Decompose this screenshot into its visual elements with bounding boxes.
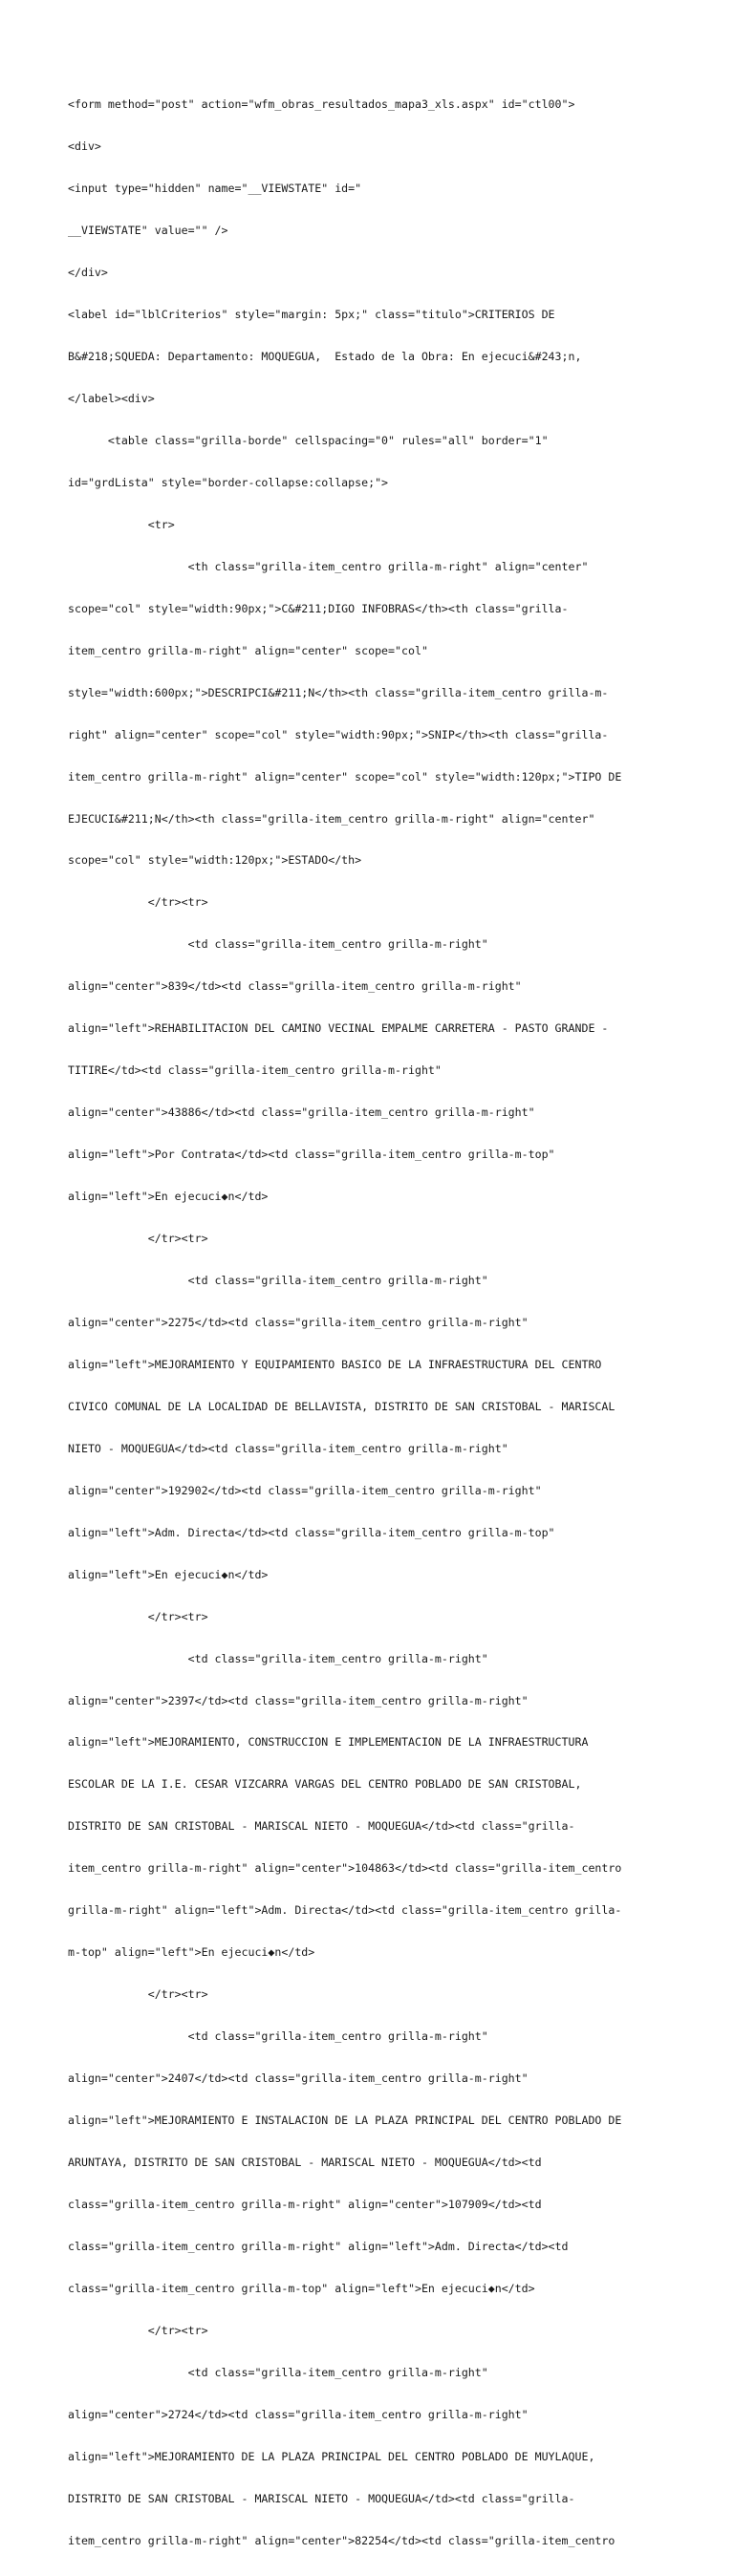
code-line: align="left">En ejecuci◆n</td> — [68, 1190, 269, 1204]
code-line: DISTRITO DE SAN CRISTOBAL - MARISCAL NIETO - MOQUEGUA</td><td class="grilla- — [68, 1819, 575, 1834]
code-line: align="left">Por Contrata</td><td class="grilla-item_centro grilla-m-top" — [68, 1148, 555, 1162]
code-line: EJECUCI&#211;N</th><th class="grilla-item_centro grilla-m-right" align="center" — [68, 811, 595, 826]
code-line: align="left">MEJORAMIENTO E INSTALACION DE LA PLAZA PRINCIPAL DEL CENTRO POBLADO DE — [68, 2114, 622, 2128]
code-line: right" align="center" scope="col" style="width:90px;">SNIP</th><th class="grilla- — [68, 727, 609, 741]
code-line: align="left">MEJORAMIENTO DE LA PLAZA PRINCIPAL DEL CENTRO POBLADO DE MUYLAQUE, — [68, 2449, 595, 2463]
source-code-text — [68, 70, 680, 2576]
code-line: <form method="post" action="wfm_obras_resultados_mapa3_xls.aspx" id="ctl00"> — [68, 97, 575, 112]
code-line: </tr><tr> — [68, 1987, 208, 2002]
code-line: ESCOLAR DE LA I.E. CESAR VIZCARRA VARGAS DEL CENTRO POBLADO DE SAN CRISTOBAL, — [68, 1777, 582, 1792]
code-line: <td class="grilla-item_centro grilla-m-right" — [68, 2365, 488, 2379]
code-line: </tr><tr> — [68, 2323, 208, 2337]
code-line: style="width:600px;">DESCRIPCI&#211;N</th><th class="grilla-item_centro grilla-m- — [68, 685, 609, 699]
code-line: <th class="grilla-item_centro grilla-m-right" align="center" — [68, 559, 589, 573]
code-line: <td class="grilla-item_centro grilla-m-right" — [68, 937, 488, 952]
code-line: scope="col" style="width:90px;">C&#211;DIGO INFOBRAS</th><th class="grilla- — [68, 601, 569, 615]
code-line: align="center">192902</td><td class="grilla-item_centro grilla-m-right" — [68, 1483, 542, 1497]
code-line: <td class="grilla-item_centro grilla-m-right" — [68, 2029, 488, 2044]
code-line: B&#218;SQUEDA: Departamento: MOQUEGUA, Estado de la Obra: En ejecuci&#243;n, — [68, 350, 582, 364]
code-line: CIVICO COMUNAL DE LA LOCALIDAD DE BELLAVISTA, DISTRITO DE SAN CRISTOBAL - MARISCAL — [68, 1399, 615, 1413]
code-line: <div> — [68, 140, 101, 154]
code-line: <table class="grilla-borde" cellspacing="0" rules="all" border="1" — [68, 433, 549, 447]
code-line: align="left">En ejecuci◆n</td> — [68, 1567, 269, 1581]
code-line: <tr> — [68, 517, 175, 531]
code-line: m-top" align="left">En ejecuci◆n</td> — [68, 1945, 315, 1960]
code-line: align="left">MEJORAMIENTO, CONSTRUCCION E IMPLEMENTACION DE LA INFRAESTRUCTURA — [68, 1735, 589, 1750]
code-line: <label id="lblCriterios" style="margin: 5px;" class="titulo">CRITERIOS DE — [68, 308, 555, 322]
code-line: align="center">839</td><td class="grilla-item_centro grilla-m-right" — [68, 979, 522, 994]
code-line: item_centro grilla-m-right" align="center">82254</td><td class="grilla-item_centro — [68, 2533, 615, 2547]
code-line: item_centro grilla-m-right" align="center">104863</td><td class="grilla-item_centro — [68, 1861, 622, 1876]
code-line: </tr><tr> — [68, 1232, 208, 1246]
code-line: item_centro grilla-m-right" align="center" scope="col" — [68, 643, 428, 657]
code-line: align="center">2397</td><td class="grilla-item_centro grilla-m-right" — [68, 1693, 529, 1707]
code-line: id="grdLista" style="border-collapse:collapse;"> — [68, 475, 389, 489]
code-line: align="left">MEJORAMIENTO Y EQUIPAMIENTO BASICO DE LA INFRAESTRUCTURA DEL CENTRO — [68, 1357, 602, 1371]
code-line: </tr><tr> — [68, 895, 208, 910]
code-line: class="grilla-item_centro grilla-m-right" align="left">Adm. Directa</td><td — [68, 2239, 569, 2253]
code-line: DISTRITO DE SAN CRISTOBAL - MARISCAL NIETO - MOQUEGUA</td><td class="grilla- — [68, 2491, 575, 2505]
code-line: <td class="grilla-item_centro grilla-m-right" — [68, 1274, 488, 1287]
code-line: grilla-m-right" align="left">Adm. Directa</td><td class="grilla-item_centro grilla- — [68, 1903, 622, 1918]
code-line: TITIRE</td><td class="grilla-item_centro grilla-m-right" — [68, 1063, 442, 1078]
code-line: align="center">43886</td><td class="grilla-item_centro grilla-m-right" — [68, 1106, 535, 1120]
code-line: class="grilla-item_centro grilla-m-right" align="center">107909</td><td — [68, 2197, 542, 2211]
code-line: ARUNTAYA, DISTRITO DE SAN CRISTOBAL - MARISCAL NIETO - MOQUEGUA</td><td — [68, 2156, 542, 2170]
code-line: </div> — [68, 266, 108, 280]
code-line: align="center">2275</td><td class="grilla-item_centro grilla-m-right" — [68, 1315, 529, 1329]
code-line: __VIEWSTATE" value="" /> — [68, 224, 228, 238]
code-line: align="left">Adm. Directa</td><td class="grilla-item_centro grilla-m-top" — [68, 1525, 555, 1539]
code-line: <td class="grilla-item_centro grilla-m-right" — [68, 1651, 488, 1665]
code-line: </tr><tr> — [68, 1609, 208, 1623]
code-line: NIETO - MOQUEGUA</td><td class="grilla-item_centro grilla-m-right" — [68, 1441, 508, 1455]
code-line: item_centro grilla-m-right" align="center" scope="col" style="width:120px;">TIPO DE — [68, 769, 622, 784]
code-line: scope="col" style="width:120px;">ESTADO</th> — [68, 853, 362, 868]
code-line: align="center">2407</td><td class="grilla-item_centro grilla-m-right" — [68, 2072, 529, 2086]
code-line: <input type="hidden" name="__VIEWSTATE" id=" — [68, 182, 362, 196]
code-line: </label><div> — [68, 391, 155, 405]
code-line: align="center">2724</td><td class="grilla-item_centro grilla-m-right" — [68, 2407, 529, 2421]
code-line: class="grilla-item_centro grilla-m-top" align="left">En ejecuci◆n</td> — [68, 2281, 535, 2295]
code-line: align="left">REHABILITACION DEL CAMINO VECINAL EMPALME CARRETERA - PASTO GRANDE - — [68, 1021, 609, 1036]
